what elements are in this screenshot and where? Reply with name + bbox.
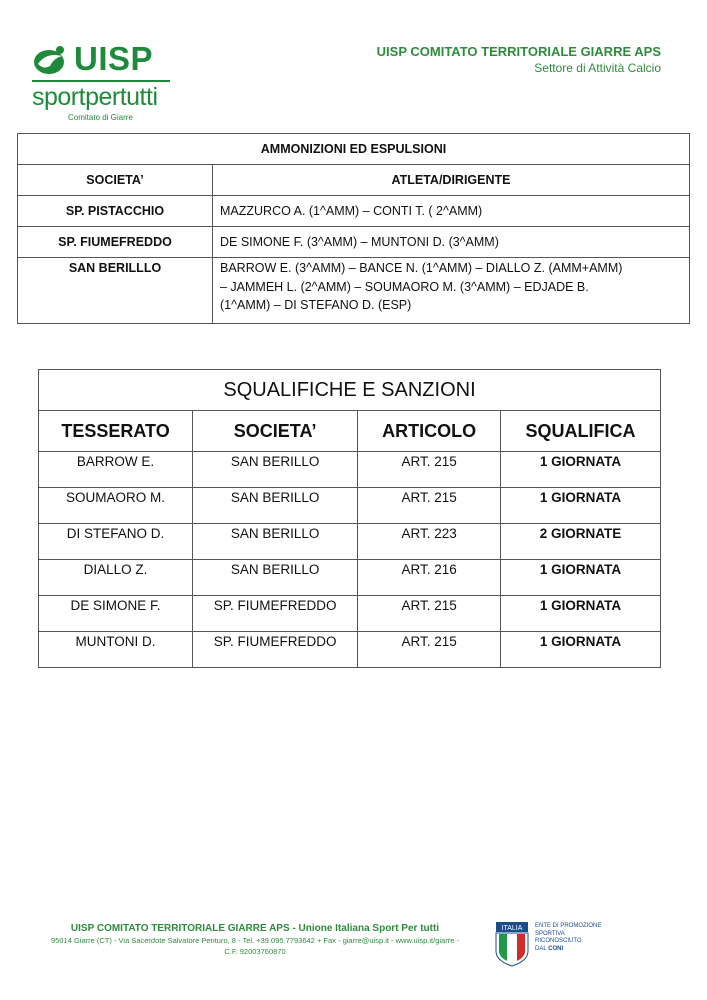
societa-cell: SAN BERILLO [193, 488, 358, 524]
table-row [39, 488, 661, 524]
squalifica-cell: 1 GIORNATA [501, 632, 661, 668]
societa-cell: SP. PISTACCHIO [18, 196, 213, 227]
articolo-cell: ART. 216 [358, 560, 501, 596]
column-header-squalifica: SQUALIFICA [501, 411, 661, 452]
ammonizioni-table [17, 133, 690, 324]
table-row [18, 258, 690, 324]
squalifica-cell: 1 GIORNATA [501, 452, 661, 488]
tesserato-cell: BARROW E. [39, 452, 193, 488]
logo-tagline: sportpertutti [32, 83, 158, 111]
atleti-cell [213, 227, 690, 258]
societa-cell: SAN BERILLO [193, 452, 358, 488]
articolo-cell: ART. 215 [358, 452, 501, 488]
coni-recognition-text [535, 923, 601, 953]
ammonizioni-title: AMMONIZIONI ED ESPULSIONI [18, 134, 690, 165]
atleti-line: DE SIMONE F. (3^AMM) – MUNTONI D. (3^AMM) [220, 235, 499, 249]
coni-bold: CONI [548, 945, 564, 952]
articolo-cell: ART. 215 [358, 632, 501, 668]
uisp-runner-icon [32, 44, 72, 76]
table-row [39, 632, 661, 668]
societa-cell: SAN BERILLO [193, 560, 358, 596]
societa-cell: SAN BERILLLO [18, 258, 213, 324]
squalifica-cell: 1 GIORNATA [501, 488, 661, 524]
squalifiche-table [38, 369, 661, 668]
uisp-logo [30, 40, 180, 126]
coni-line: RICONOSCIUTO [535, 938, 582, 944]
column-header-societa: SOCIETA’ [193, 411, 358, 452]
squalifica-cell: 1 GIORNATA [501, 596, 661, 632]
atleti-line: BARROW E. (3^AMM) – BANCE N. (1^AMM) – DIALLO Z. (AMM+AMM) [220, 261, 623, 275]
societa-cell: SP. FIUMEFREDDO [18, 227, 213, 258]
tesserato-cell: MUNTONI D. [39, 632, 193, 668]
table-row [39, 452, 661, 488]
atleti-line: MAZZURCO A. (1^AMM) – CONTI T. ( 2^AMM) [220, 204, 483, 218]
column-header-tesserato: TESSERATO [39, 411, 193, 452]
tesserato-cell: DI STEFANO D. [39, 524, 193, 560]
atleti-line: – JAMMEH L. (2^AMM) – SOUMAORO M. (3^AMM) – EDJADE B. [220, 279, 589, 294]
atleti-cell [213, 258, 690, 324]
coni-logo [495, 921, 615, 969]
italia-shield-icon [495, 921, 529, 967]
articolo-cell: ART. 215 [358, 488, 501, 524]
articolo-cell: ART. 223 [358, 524, 501, 560]
squalifica-cell: 2 GIORNATE [501, 524, 661, 560]
tesserato-cell: DE SIMONE F. [39, 596, 193, 632]
organization-title: UISP COMITATO TERRITORIALE GIARRE APS [376, 44, 661, 59]
table-row [18, 227, 690, 258]
societa-cell: SP. FIUMEFREDDO [193, 632, 358, 668]
logo-text: UISP [74, 40, 154, 77]
societa-cell: SAN BERILLO [193, 524, 358, 560]
table-row [18, 196, 690, 227]
coni-line [535, 946, 601, 954]
table-row [39, 560, 661, 596]
logo-subtitle: Comitato di Giarre [68, 113, 133, 122]
organization-subtitle: Settore di Attività Calcio [534, 61, 661, 75]
societa-cell: SP. FIUMEFREDDO [193, 596, 358, 632]
organization-header [377, 44, 661, 76]
squalifiche-title: SQUALIFICHE E SANZIONI [39, 370, 661, 411]
tesserato-cell: DIALLO Z. [39, 560, 193, 596]
table-row [39, 524, 661, 560]
italia-badge-text: ITALIA [501, 925, 523, 932]
coni-prefix: DAL [535, 945, 549, 952]
column-header-societa: SOCIETA’ [18, 165, 213, 196]
coni-line: ENTE DI PROMOZIONE [535, 923, 602, 929]
articolo-cell: ART. 215 [358, 596, 501, 632]
coni-line: SPORTIVA [535, 930, 565, 937]
page-footer [30, 922, 480, 957]
atleti-line: (1^AMM) – DI STEFANO D. (ESP) [220, 298, 412, 312]
squalifica-cell: 1 GIORNATA [501, 560, 661, 596]
table-row [39, 596, 661, 632]
footer-cf: C.F. 92003760870 [224, 947, 286, 956]
column-header-articolo: ARTICOLO [358, 411, 501, 452]
footer-title: UISP COMITATO TERRITORIALE GIARRE APS - Unione Italiana Sport Per tutti [70, 923, 440, 934]
tesserato-cell: SOUMAORO M. [39, 488, 193, 524]
atleti-cell [213, 196, 690, 227]
footer-address: 95014 Giarre (CT) - Via Sacerdote Salvatore Penturo, 8 - Tel. +39.095.7793642 + Fax - giarre@uisp.it - www.uisp.it/giarre - [51, 936, 459, 945]
column-header-atleta: ATLETA/DIRIGENTE [213, 165, 690, 196]
